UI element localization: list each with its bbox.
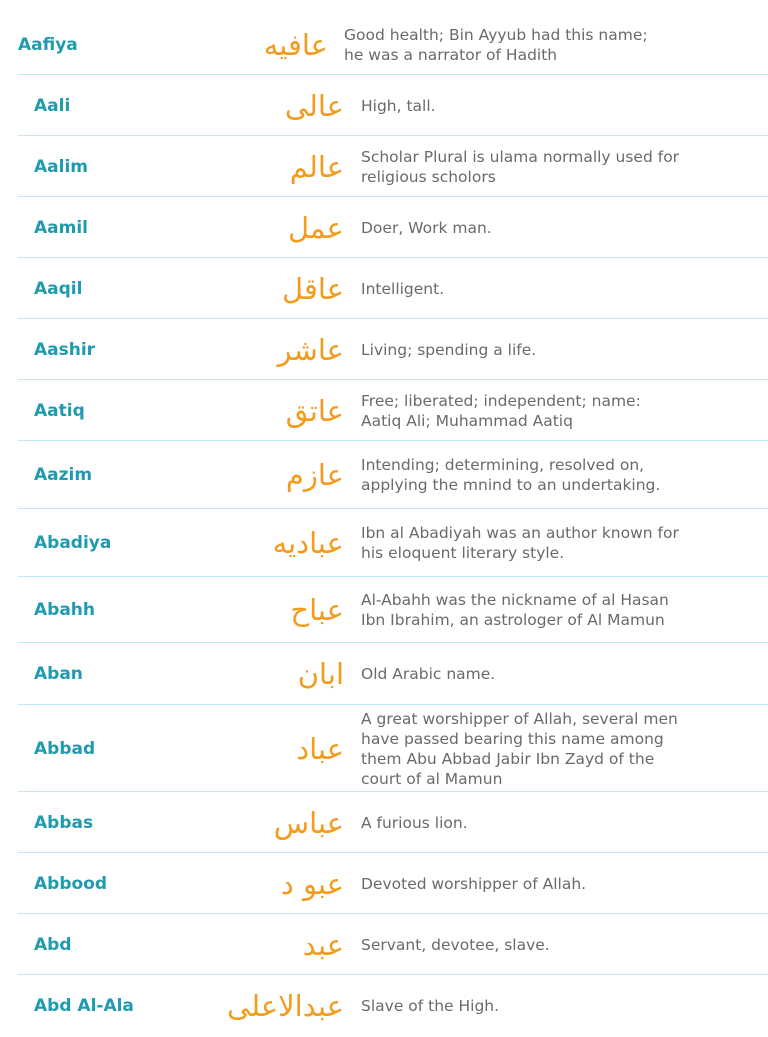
entry-name: Aalim bbox=[34, 156, 88, 177]
entry-arabic-name: عافيه bbox=[263, 27, 328, 62]
entry-arabic-name: عباح bbox=[290, 593, 344, 627]
entry-name: Abd bbox=[34, 934, 72, 955]
entry-arabic-name: عباس bbox=[273, 805, 344, 840]
list-item bbox=[0, 319, 768, 380]
entry-meaning: Devoted worshipper of Allah. bbox=[361, 874, 587, 893]
entry-name: Abbood bbox=[34, 873, 108, 894]
entry-meaning: Scholar Plural is ulama normally used for religious scholors bbox=[361, 147, 680, 186]
list-item bbox=[0, 643, 768, 705]
list-item bbox=[0, 136, 768, 197]
entry-meaning: Free; liberated; independent; name: Aatiq Ali; Muhammad Aatiq bbox=[361, 391, 641, 430]
entry-arabic-name: عبو د bbox=[280, 866, 344, 901]
entry-meaning: Ibn al Abadiyah was an author known for his eloquent literary style. bbox=[361, 524, 679, 562]
entry-meaning: Intending; determining, resolved on, applying the mnind to an undertaking. bbox=[361, 456, 661, 494]
list-item bbox=[0, 441, 768, 509]
entry-name: Abadiya bbox=[34, 533, 112, 553]
entry-meaning: Living; spending a life. bbox=[361, 340, 537, 359]
entry-name: Abd Al-Ala bbox=[34, 996, 134, 1016]
list-item bbox=[0, 792, 768, 853]
entry-name: Abahh bbox=[34, 600, 96, 620]
entry-arabic-name: عازم bbox=[285, 458, 344, 492]
entry-meaning: Doer, Work man. bbox=[361, 218, 492, 237]
list-item bbox=[0, 14, 768, 75]
list-item bbox=[0, 380, 768, 441]
entry-arabic-name: عاتق bbox=[285, 393, 344, 428]
entry-name: Abbad bbox=[34, 738, 96, 759]
entry-meaning: Al-Abahh was the nickname of al Hasan Ibn Ibrahim, an astrologer of Al Mamun bbox=[361, 591, 669, 629]
list-item bbox=[0, 75, 768, 136]
entry-meaning: Good health; Bin Ayyub had this name; he was a narrator of Hadith bbox=[344, 25, 648, 64]
list-item bbox=[0, 853, 768, 914]
entry-meaning: Servant, devotee, slave. bbox=[361, 935, 550, 954]
entry-arabic-name: ابان bbox=[297, 657, 344, 691]
entry-name: Abbas bbox=[34, 812, 94, 833]
entry-arabic-name: عبد bbox=[302, 927, 344, 962]
entry-arabic-name: عاشر bbox=[277, 332, 344, 367]
entry-meaning: A great worshipper of Allah, several men have passed bearing this name among them Abu Abbad Jabir Ibn Zayd of the court of al Mamun bbox=[361, 709, 678, 788]
list-item bbox=[0, 258, 768, 319]
list-item bbox=[0, 197, 768, 258]
entry-name: Aban bbox=[34, 664, 83, 684]
entry-name: Aafiya bbox=[18, 34, 78, 55]
list-item bbox=[0, 914, 768, 975]
entry-name: Aashir bbox=[34, 339, 96, 360]
entry-name: Aazim bbox=[34, 465, 93, 485]
list-item bbox=[0, 577, 768, 643]
entry-name: Aatiq bbox=[34, 400, 85, 421]
entry-arabic-name: عالم bbox=[289, 149, 344, 184]
entry-arabic-name: عبدالاعلی bbox=[227, 989, 344, 1023]
entry-arabic-name: عمل bbox=[287, 210, 344, 245]
entry-meaning: Slave of the High. bbox=[361, 997, 500, 1015]
entry-arabic-name: عبادیه bbox=[272, 526, 344, 560]
list-item bbox=[0, 705, 768, 792]
entry-arabic-name: عالی bbox=[284, 88, 344, 123]
entry-arabic-name: عاقل bbox=[282, 271, 344, 306]
entry-arabic-name: عباد bbox=[296, 731, 344, 766]
entry-meaning: A furious lion. bbox=[361, 813, 468, 832]
entry-meaning: Intelligent. bbox=[361, 279, 445, 298]
entry-meaning: High, tall. bbox=[361, 96, 436, 115]
entry-name: Aamil bbox=[34, 217, 88, 238]
entry-meaning: Old Arabic name. bbox=[361, 665, 496, 683]
entry-name: Aaqil bbox=[34, 278, 83, 299]
list-item bbox=[0, 509, 768, 577]
list-item bbox=[0, 975, 768, 1037]
entry-name: Aali bbox=[34, 95, 71, 116]
